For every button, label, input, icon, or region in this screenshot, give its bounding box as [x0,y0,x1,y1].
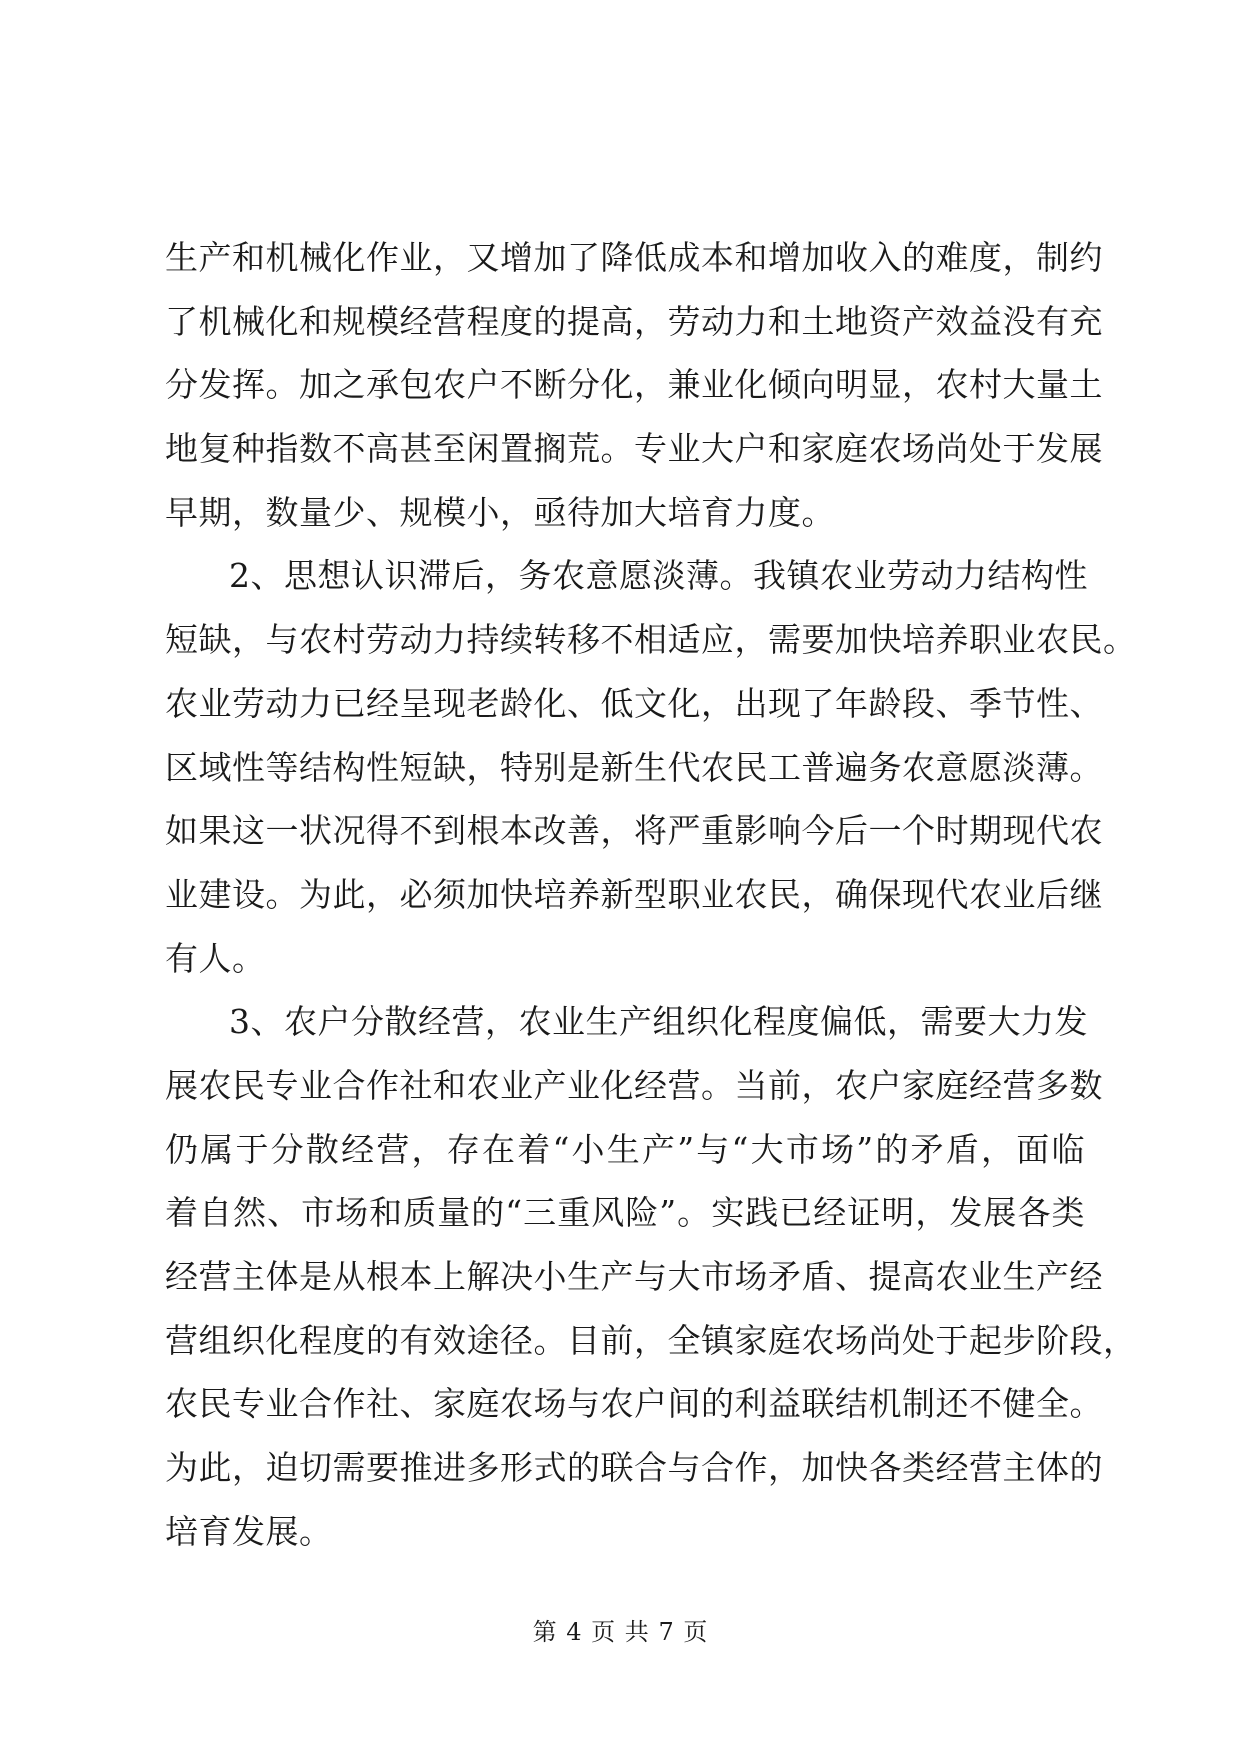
text-line: 分发挥。加之承包农户不断分化，兼业化倾向明显，农村大量土 [165,365,1103,405]
text-line: 为此，迫切需要推进多形式的联合与合作，加快各类经营主体的 [165,1448,1103,1488]
text-line: 经营主体是从根本上解决小生产与大市场矛盾、提高农业生产经 [165,1257,1103,1296]
paragraph-2 [165,544,1137,990]
text-line: 早期，数量少、规模小，亟待加大培育力度。 [165,492,835,532]
text-line: 业建设。为此，必须加快培养新型职业农民，确保现代农业后继 [165,874,1103,914]
text-line: 了机械化和规模经营程度的提高，劳动力和土地资产效益没有充 [165,301,1103,341]
text-line: 区域性等结构性短缺，特别是新生代农民工普遍务农意愿淡薄。 [165,747,1103,787]
document-body [165,226,1137,1563]
text-line: 农民专业合作社、家庭农场与农户间的利益联结机制还不健全。 [165,1384,1103,1424]
paragraph-3 [165,990,1137,1563]
text-line: 培育发展。 [165,1511,333,1551]
text-line: 仍属于分散经营，存在着“小生产”与“大市场”的矛盾，面临 [165,1129,1085,1169]
paragraph-1 [165,226,1103,544]
text-line: 短缺，与农村劳动力持续转移不相适应，需要加快培养职业农民。 [165,620,1137,660]
text-line: 展农民专业合作社和农业产业化经营。当前，农户家庭经营多数 [165,1065,1103,1105]
page-number-footer: 第 4 页 共 7 页 [532,1618,709,1646]
text-line: 生产和机械化作业，又增加了降低成本和增加收入的难度，制约 [165,238,1103,277]
text-line: 2、思想认识滞后，务农意愿淡薄。我镇农业劳动力结构性 [229,556,1088,596]
text-line: 地复种指数不高甚至闲置搁荒。专业大户和家庭农场尚处于发展 [165,429,1103,469]
text-line: 如果这一状况得不到根本改善，将严重影响今后一个时期现代农 [165,811,1103,851]
text-line: 着自然、市场和质量的“三重风险”。实践已经证明，发展各类 [165,1193,1085,1233]
text-line: 农业劳动力已经呈现老龄化、低文化，出现了年龄段、季节性、 [165,683,1103,723]
text-line: 3、农户分散经营，农业生产组织化程度偏低，需要大力发 [229,1002,1088,1042]
text-line: 营组织化程度的有效途径。目前，全镇家庭农场尚处于起步阶段， [165,1320,1137,1360]
text-line: 有人。 [165,938,266,978]
